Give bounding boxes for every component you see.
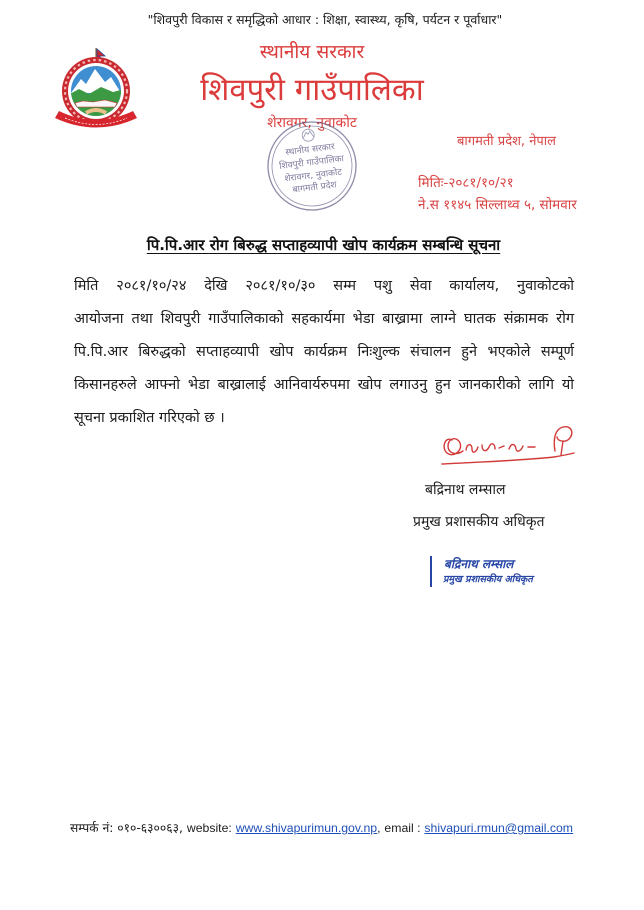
stamp-designation: प्रमुख प्रशासकीय अधिकृत <box>443 574 533 585</box>
seal-line: स्थानीय सरकार <box>284 142 336 159</box>
website-link[interactable]: www.shivapurimun.gov.np <box>235 821 378 835</box>
signature-icon <box>436 418 584 470</box>
footer-separator: , <box>377 821 381 835</box>
body-line: किसानहरुले आफ्नो भेडा बाख्रालाई आनिवार्यरुपमा खोप लगाउनु हुन जानकारीको लागि यो <box>74 377 574 393</box>
email-link[interactable]: shivapuri.rmun@gmail.com <box>424 821 574 835</box>
seal-line: शेरावगर, नुवाकोट <box>283 167 343 185</box>
municipality-name: शिवपुरी गाउँपालिका <box>200 72 424 108</box>
issue-date: मितिः-२०८१/१०/२१ <box>418 175 514 191</box>
phone-number: ०१०-६३००६३, <box>117 821 183 835</box>
office-seal <box>262 118 362 214</box>
body-line: सूचना प्रकाशित गरिएको छ । <box>74 410 225 426</box>
seal-line: शिवपुरी गाउँपालिका <box>278 154 345 172</box>
province-label: बागमती प्रदेश, नेपाल <box>457 134 556 149</box>
website-label: website: <box>186 821 232 835</box>
notice-body <box>74 270 574 435</box>
seal-emblem-icon <box>302 129 315 142</box>
nepal-government-emblem-icon <box>53 47 139 129</box>
email-label: email : <box>384 821 421 835</box>
local-government-label: स्थानीय सरकार <box>259 41 365 63</box>
body-line: पि.पि.आर बिरुद्धको सप्ताहव्यापी खोप कार्यक्रम निःशुल्क संचालन हुने भएकोले सम्पूर्ण <box>74 344 574 360</box>
signatory-designation: प्रमुख प्रशासकीय अधिकृत <box>413 514 545 530</box>
body-line: आयोजना तथा शिवपुरी गाउँपालिकाको सहकार्यमा भेडा बाख्रामा लाग्ने घातक संक्रामक रोग <box>74 311 574 327</box>
slogan: "शिवपुरी विकास र समृद्धिको आधार : शिक्षा, स्वास्थ्य, कृषि, पर्यटन र पूर्वाधार" <box>147 12 503 27</box>
official-name-stamp <box>430 555 542 589</box>
notice-title: पि.पि.आर रोग बिरुद्ध सप्ताहव्यापी खोप कार्यक्रम सम्बन्धि सूचना <box>146 236 501 254</box>
stamp-name: बद्रिनाथ लम्साल <box>444 557 514 571</box>
signatory-name: बद्रिनाथ लम्साल <box>425 482 506 498</box>
contact-label: सम्पर्क नं: <box>70 821 114 835</box>
stamp-bar <box>430 556 432 587</box>
municipality-address: शेरावगर, नुवाकोट <box>267 115 357 131</box>
body-line: मिति २०८१/१०/२४ देखि २०८१/१०/३० सम्म पशु सेवा कार्यालय, नुवाकोटको <box>74 278 574 294</box>
nepal-sambat-date: ने.स ११४५ सिल्लाथ्व ५, सोमवार <box>418 197 577 213</box>
footer-contact <box>70 818 582 838</box>
seal-line: बागमती प्रदेश <box>292 180 338 196</box>
